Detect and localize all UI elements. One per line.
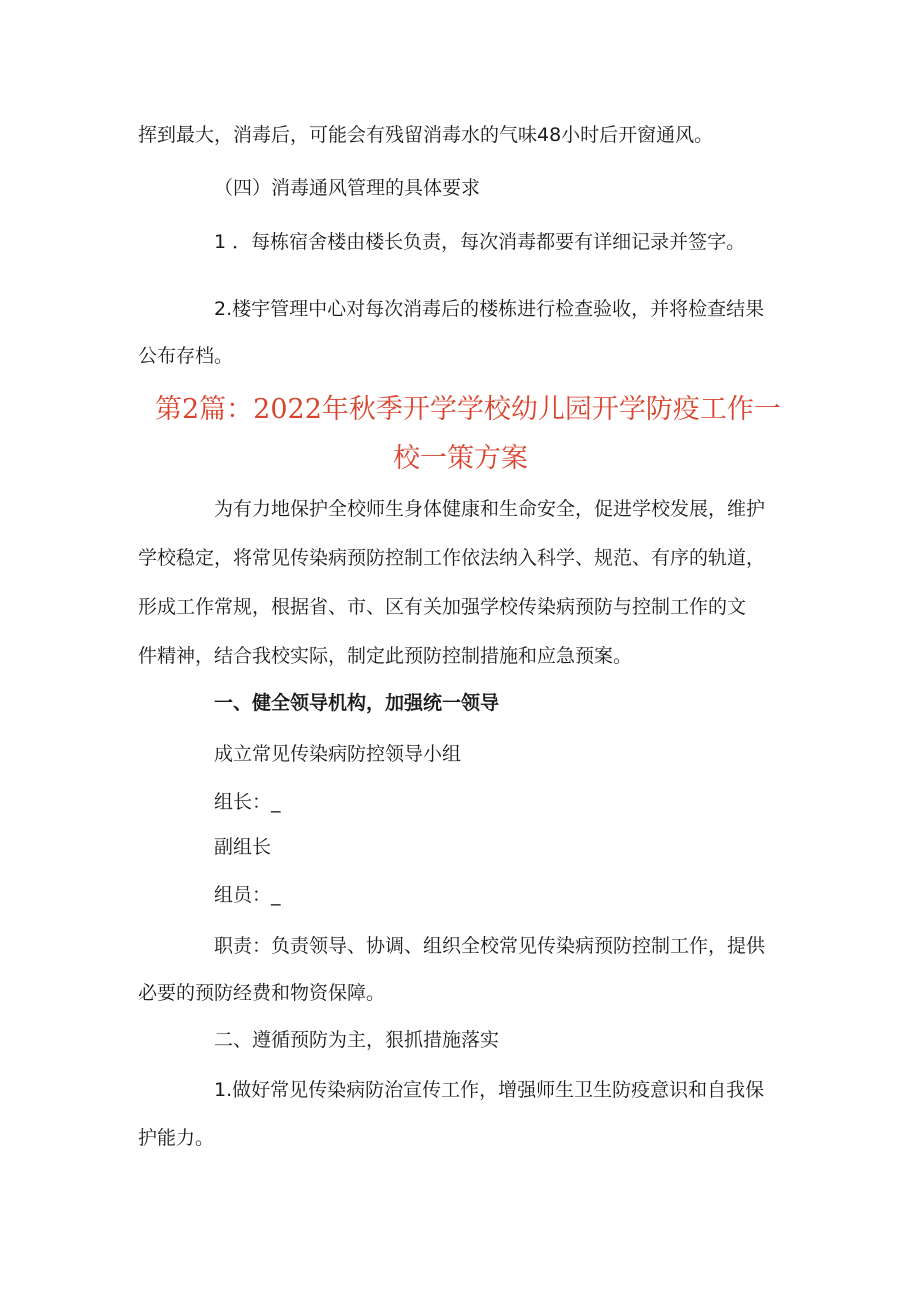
paragraph-line: 挥到最大，消毒后，可能会有残留消毒水的气味48小时后开窗通风。 [138, 124, 714, 146]
section-heading: 二、遵循预防为主，狠抓措施落实 [214, 1029, 500, 1051]
paragraph-line: 为有力地保护全校师生身体健康和生命安全，促进学校发展，维护 [214, 498, 766, 520]
chapter-title: 第2篇：2022年秋季开学学校幼儿园开学防疫工作一 [155, 394, 781, 425]
section-heading: （四）消毒通风管理的具体要求 [214, 177, 481, 199]
chapter-title-continuation: 校一策方案 [393, 443, 528, 474]
list-item: 1 ．每栋宿舍楼由楼长负责，每次消毒都要有详细记录并签字。 [214, 231, 746, 253]
list-item: 1.做好常见传染病防治宣传工作，增强师生卫生防疫意识和自我保 [214, 1079, 765, 1101]
paragraph-line: 形成工作常规，根据省、市、区有关加强学校传染病预防与控制工作的文 [138, 596, 747, 618]
leader-line: 组长：_ [214, 791, 281, 813]
paragraph-line: 件精神，结合我校实际，制定此预防控制措施和应急预案。 [138, 645, 633, 667]
members-line: 组员：_ [214, 884, 281, 906]
deputy-line: 副组长 [214, 836, 272, 858]
duty-line: 职责：负责领导、协调、组织全校常见传染病预防控制工作，提供 [214, 935, 766, 957]
duty-line-continuation: 必要的预防经费和物资保障。 [138, 982, 386, 1004]
list-item-continuation: 护能力。 [138, 1127, 215, 1149]
paragraph-line: 学校稳定，将常见传染病预防控制工作依法纳入科学、规范、有序的轨道， [138, 547, 766, 569]
list-item-continuation: 公布存档。 [138, 345, 234, 367]
list-item: 2.楼宇管理中心对每次消毒后的楼栋进行检查验收，并将检查结果 [214, 298, 765, 320]
group-title: 成立常见传染病防控领导小组 [214, 743, 462, 765]
section-heading: 一、健全领导机构，加强统一领导 [214, 692, 500, 714]
